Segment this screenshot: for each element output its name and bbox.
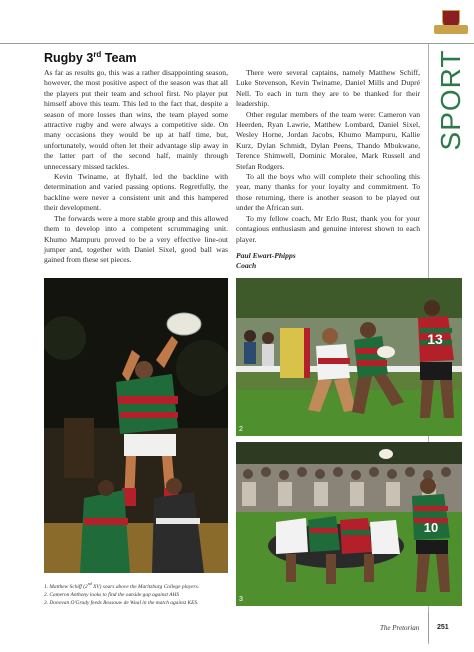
- article-paragraph: Kevin Twiname, at flyhalf, led the backline with determination and varied passing options. Regretfully, the backline were never a consistent unit and this hampered their development.: [44, 172, 228, 213]
- page-number: 251: [437, 624, 449, 631]
- caption-number: 1.: [44, 583, 49, 590]
- article-column-right: [236, 68, 420, 272]
- caption-item: [44, 580, 234, 591]
- caption-superscript: nd: [87, 581, 92, 586]
- caption-item: [44, 591, 234, 599]
- signature-name: Paul Ewart-Phipps: [236, 250, 296, 260]
- photo-number: 3: [239, 596, 243, 603]
- signature-role: Coach: [236, 261, 257, 271]
- header-rule: [0, 43, 474, 44]
- photo-ruck: [236, 442, 462, 606]
- photo-attack-image: [236, 278, 462, 436]
- caption-item: [44, 599, 234, 607]
- school-crest-logo: [434, 10, 468, 36]
- caption-text-end: XV) soars above the Maritzburg College players.: [91, 583, 200, 590]
- photo-lineout-image: [44, 278, 228, 573]
- photo-captions: [44, 580, 234, 607]
- photo-number: 2: [239, 426, 243, 433]
- caption-text: Donovan O'Grady feeds Rossouw de Waal in the match against KES.: [49, 599, 199, 606]
- article-paragraph: Other regular members of the team were: Cameron van Heerden, Ryan Lawrie, Matthew Lombard, Daniel Sixel, Wesley Horne, Jordan Jacobs, Khumo Mampuru, Kallie Kurz, Dylan Schmidt, Dylan Peens, Thando Mbukwane, Terence Shimwell, Dominic Moralee, Mark Russell and Stefan Rodgers.: [236, 109, 420, 171]
- caption-text: Matthew Schiff (2: [49, 583, 88, 590]
- caption-number: 3.: [44, 599, 49, 606]
- section-label: SPORT: [435, 49, 466, 151]
- article-paragraph: To my fellow coach, Mr Erlo Rust, thank you for your contagious enthusiasm and genuine interest shown to each player.: [236, 213, 420, 244]
- title-superscript: rd: [93, 50, 102, 59]
- title-main: Rugby 3: [44, 51, 94, 66]
- page-title: [44, 50, 137, 65]
- article-paragraph: To all the boys who will complete their schooling this year, many thanks for your loyalty and commitment. To those returning, there is another season to be played out under the African sun.: [236, 172, 420, 213]
- title-end: Team: [101, 51, 137, 66]
- article-paragraph: As far as results go, this was a rather disappointing season, however, the most positive aspect of the season was that all the players put their team and school first. No player put himself above this team. This led to the fact that, despite a season of more losses than wins, the team played some attractive rugby and were always a competitive side. On many occasions they would be up at half time, but, unfortunately, would often let their advantage slip away in the latter part of the second half, mainly through unnecessary missed tackles.: [44, 68, 228, 171]
- photo-ruck-image: [236, 442, 462, 606]
- crest-ribbon: [434, 25, 468, 34]
- photo-attack: [236, 278, 462, 436]
- caption-number: 2.: [44, 591, 49, 598]
- article-paragraph: There were several captains, namely Matthew Schiff, Luke Stevenson, Kevin Twiname, Daniel Mills and Dupré Nell. To each in turn they are to be thanked for their leadership.: [236, 68, 420, 109]
- jersey-number: 10: [423, 520, 439, 535]
- caption-text: Cameron Anthony looks to find the outside gap against AHS: [49, 591, 180, 598]
- jersey-number: 13: [427, 331, 443, 347]
- article-column-left: [44, 68, 228, 266]
- footer-rule: [428, 612, 429, 642]
- article-paragraph: The forwards were a more stable group and this allowed them to develop into a competent scrummaging unit. Khumo Mampuru proved to be a very effective line-out jumper and, together with Daniel Sixel, good ball was gained from these set pieces.: [44, 213, 228, 265]
- photo-lineout: [44, 278, 228, 573]
- publication-name: The Pretorian: [380, 624, 420, 632]
